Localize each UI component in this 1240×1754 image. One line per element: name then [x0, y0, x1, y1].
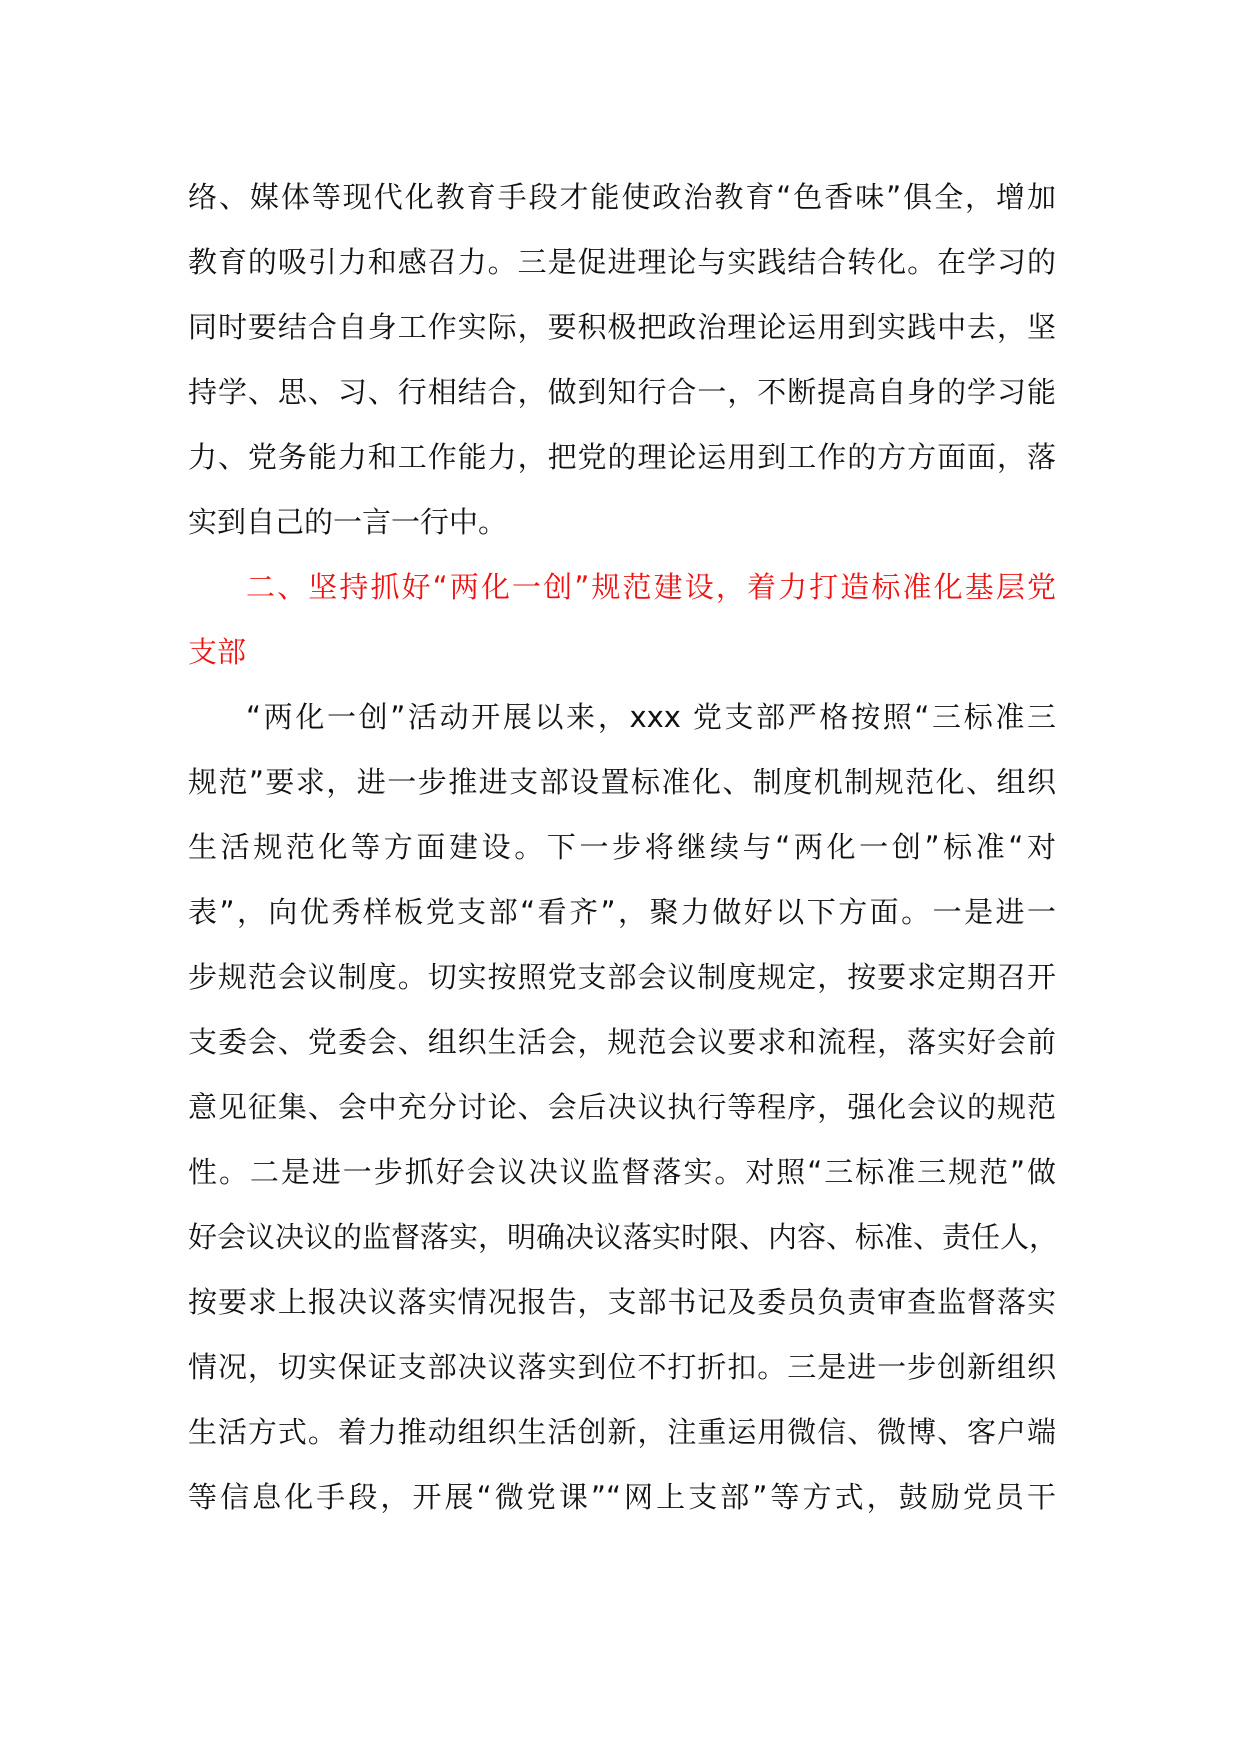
text-line: 持学、思、习、行相结合，做到知行合一，不断提高自身的学习能 [188, 375, 1056, 409]
text-line: 等信息化手段，开展“微党课”“网上支部”等方式，鼓励党员干 [188, 1480, 1056, 1514]
text-line: 力、党务能力和工作能力，把党的理论运用到工作的方方面面，落 [188, 440, 1056, 474]
text-line: 生活规范化等方面建设。下一步将继续与“两化一创”标准“对 [188, 830, 1056, 864]
text-line: 支委会、党委会、组织生活会，规范会议要求和流程，落实好会前 [188, 1025, 1056, 1059]
text-line: 教育的吸引力和感召力。三是促进理论与实践结合转化。在学习的 [188, 245, 1056, 279]
heading-line: 二、坚持抓好“两化一创”规范建设，着力打造标准化基层党 [246, 570, 1056, 604]
heading-line: 支部 [188, 635, 247, 669]
text-line: 表”，向优秀样板党支部“看齐”，聚力做好以下方面。一是进一 [188, 895, 1056, 929]
text-line: 络、媒体等现代化教育手段才能使政治教育“色香味”俱全，增加 [188, 180, 1056, 214]
text-line: 意见征集、会中充分讨论、会后决议执行等程序，强化会议的规范 [188, 1090, 1056, 1124]
section-heading [188, 555, 1056, 685]
text-line: “两化一创”活动开展以来，xxx 党支部严格按照“三标准三 [246, 700, 1056, 734]
text-line: 同时要结合自身工作实际，要积极把政治理论运用到实践中去，坚 [188, 310, 1056, 344]
text-line: 实到自己的一言一行中。 [188, 505, 508, 539]
text-line: 规范”要求，进一步推进支部设置标准化、制度机制规范化、组织 [188, 765, 1056, 799]
paragraph [188, 165, 1056, 555]
text-line: 按要求上报决议落实情况报告，支部书记及委员负责审查监督落实 [188, 1285, 1056, 1319]
text-line: 步规范会议制度。切实按照党支部会议制度规定，按要求定期召开 [188, 960, 1056, 994]
paragraph [188, 685, 1059, 1530]
text-line: 性。二是进一步抓好会议决议监督落实。对照“三标准三规范”做 [188, 1155, 1056, 1189]
text-line: 生活方式。着力推动组织生活创新，注重运用微信、微博、客户端 [188, 1415, 1056, 1449]
text-line: 情况，切实保证支部决议落实到位不打折扣。三是进一步创新组织 [188, 1350, 1056, 1384]
text-line: 好会议决议的监督落实，明确决议落实时限、内容、标准、责任人， [188, 1220, 1059, 1254]
document-body [188, 165, 1059, 1530]
